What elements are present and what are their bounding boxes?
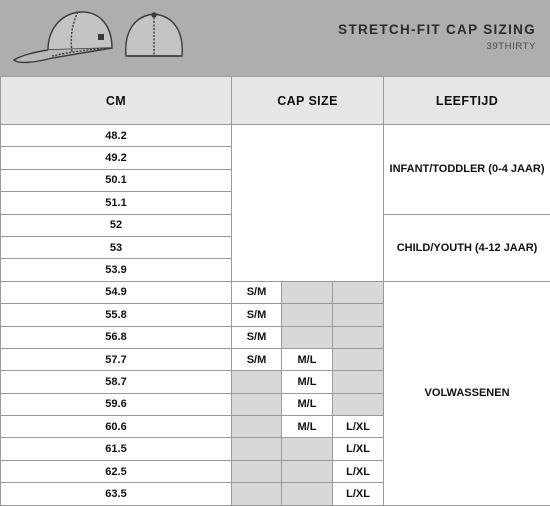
cell-cm: 57.7 — [1, 348, 232, 370]
cap-side-view-icon — [14, 12, 112, 63]
cell-size-sm: S/M — [232, 304, 282, 326]
cell-size-ml: M/L — [282, 416, 333, 438]
cell-size-sm: S/M — [232, 348, 282, 370]
cap-back-view-icon — [126, 13, 183, 56]
cell-cm: 50.1 — [1, 169, 232, 191]
cell-size-lxl — [333, 281, 384, 303]
cell-size-ml: M/L — [282, 348, 333, 370]
cell-size-ml: M/L — [282, 371, 333, 393]
cell-cm: 53 — [1, 236, 232, 258]
cell-cm: 58.7 — [1, 371, 232, 393]
cell-size-sm — [232, 371, 282, 393]
cell-size-lxl — [333, 348, 384, 370]
cell-cm: 48.2 — [1, 125, 232, 147]
cell-size-lxl — [333, 393, 384, 415]
cell-size-sm — [232, 483, 282, 505]
header-cap-size: CAP SIZE — [232, 77, 384, 125]
banner-subtitle: 39THIRTY — [487, 41, 537, 52]
cell-size-sm — [232, 438, 282, 460]
cell-cm: 60.6 — [1, 416, 232, 438]
cell-cm: 51.1 — [1, 192, 232, 214]
cell-cm: 63.5 — [1, 483, 232, 505]
cell-cm: 49.2 — [1, 147, 232, 169]
cell-size-lxl — [333, 326, 384, 348]
cell-size-lxl — [333, 304, 384, 326]
cell-cm: 55.8 — [1, 304, 232, 326]
cell-size-ml — [282, 304, 333, 326]
header-leeftijd: LEEFTIJD — [384, 77, 550, 125]
cell-size-ml — [282, 460, 333, 482]
cell-cm: 59.6 — [1, 393, 232, 415]
cell-age-group: VOLWASSENEN — [384, 281, 550, 505]
cell-size-sm — [232, 416, 282, 438]
cell-size-lxl: L/XL — [333, 438, 384, 460]
cell-age-group: CHILD/YOUTH (4-12 JAAR) — [384, 214, 550, 281]
table-row — [1, 281, 550, 303]
cell-size-sm — [232, 460, 282, 482]
cell-size-sm — [232, 393, 282, 415]
cell-size-sm: S/M — [232, 281, 282, 303]
cell-size-ml — [282, 438, 333, 460]
cell-size-lxl: L/XL — [333, 460, 384, 482]
header-banner — [0, 0, 550, 76]
cell-cap-size-none — [232, 125, 384, 282]
cell-size-sm: S/M — [232, 326, 282, 348]
cell-size-lxl: L/XL — [333, 483, 384, 505]
cell-cm: 62.5 — [1, 460, 232, 482]
cell-size-lxl — [333, 371, 384, 393]
cell-cm: 61.5 — [1, 438, 232, 460]
header-cm: CM — [1, 77, 232, 125]
cell-size-ml — [282, 326, 333, 348]
cell-size-ml: M/L — [282, 393, 333, 415]
cell-cm: 52 — [1, 214, 232, 236]
cell-age-group: INFANT/TODDLER (0-4 JAAR) — [384, 125, 550, 215]
cell-size-ml — [282, 281, 333, 303]
table-body — [1, 125, 550, 506]
sizing-table — [0, 76, 550, 506]
cell-cm: 56.8 — [1, 326, 232, 348]
table-row — [1, 125, 550, 147]
cell-size-ml — [282, 483, 333, 505]
banner-title: STRETCH-FIT CAP SIZING — [338, 22, 536, 37]
cell-cm: 53.9 — [1, 259, 232, 281]
cell-cm: 54.9 — [1, 281, 232, 303]
table-header-row — [1, 77, 550, 125]
cell-size-lxl: L/XL — [333, 416, 384, 438]
cap-illustrations — [8, 4, 198, 72]
